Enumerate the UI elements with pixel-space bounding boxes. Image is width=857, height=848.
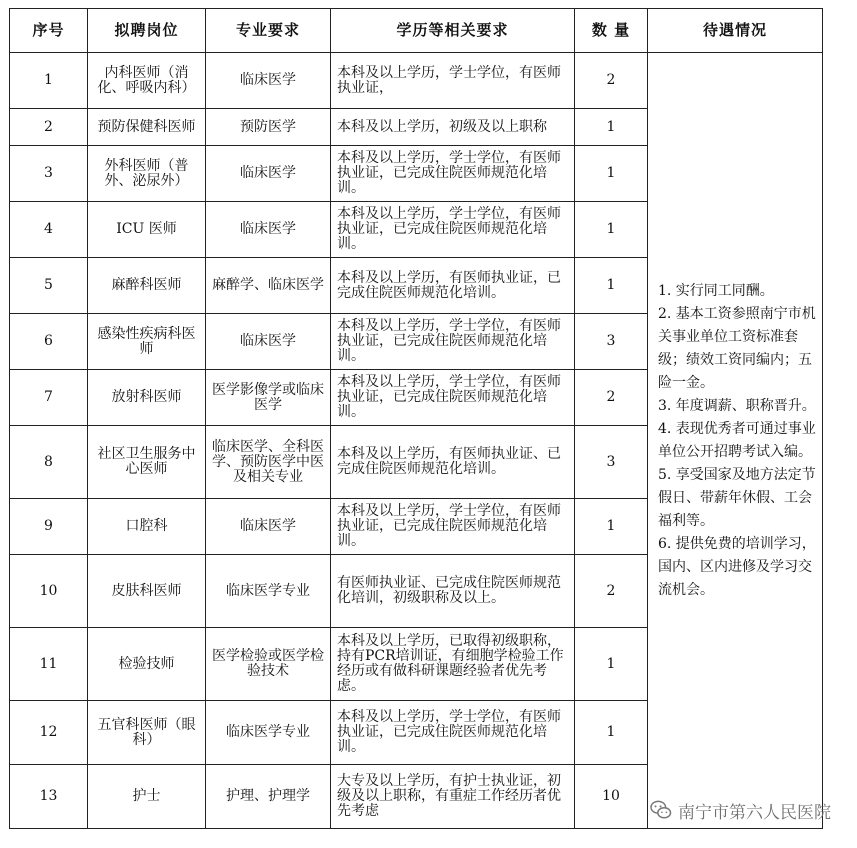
cell-count: 1 (575, 628, 648, 701)
header-major: 专业要求 (206, 9, 331, 53)
watermark-text: 南宁市第六人民医院 (678, 802, 831, 823)
cell-requirement: 本科及以上学历，有医师执业证、已完成住院医师规范化培训。 (331, 426, 575, 499)
benefit-item: 2. 基本工资参照南宁市机关事业单位工资标准套级；绩效工资同编内；五险一金。 (658, 305, 816, 391)
header-no: 序号 (10, 9, 88, 53)
benefit-item: 1. 实行同工同酬。 (658, 282, 774, 299)
cell-major: 临床医学、全科医学、预防医学中医及相关专业 (206, 426, 331, 499)
benefit-item: 6. 提供免费的培训学习，国内、区内进修及学习交流机会。 (658, 535, 816, 598)
cell-count: 1 (575, 109, 648, 146)
cell-no: 12 (10, 701, 88, 765)
cell-requirement: 大专及以上学历，有护士执业证，初级及以上职称，有重症工作经历者优先考虑 (331, 765, 575, 829)
cell-no: 6 (10, 314, 88, 370)
cell-major: 医学检验或医学检验技术 (206, 628, 331, 701)
cell-no: 13 (10, 765, 88, 829)
cell-major: 麻醉学、临床医学 (206, 258, 331, 314)
cell-post: 社区卫生服务中心医师 (88, 426, 206, 499)
cell-post: 五官科医师（眼科） (88, 701, 206, 765)
cell-post: 护士 (88, 765, 206, 829)
cell-requirement: 本科及以上学历，学士学位，有医师执业证，已完成住院医师规范化培训。 (331, 370, 575, 426)
cell-major: 预防医学 (206, 109, 331, 146)
cell-no: 7 (10, 370, 88, 426)
cell-post: 感染性疾病科医师 (88, 314, 206, 370)
cell-post: 预防保健科医师 (88, 109, 206, 146)
cell-requirement: 本科及以上学历，学士学位，有医师执业证，已完成住院医师规范化培训。 (331, 146, 575, 202)
cell-no: 10 (10, 555, 88, 628)
wechat-icon (650, 800, 672, 820)
cell-no: 5 (10, 258, 88, 314)
cell-major: 临床医学 (206, 146, 331, 202)
cell-no: 8 (10, 426, 88, 499)
cell-major: 临床医学 (206, 202, 331, 258)
cell-count: 10 (575, 765, 648, 829)
cell-major: 临床医学 (206, 53, 331, 109)
cell-count: 3 (575, 426, 648, 499)
cell-no: 4 (10, 202, 88, 258)
table-header-row (10, 9, 823, 53)
cell-count: 1 (575, 202, 648, 258)
header-post: 拟聘岗位 (88, 9, 206, 53)
cell-count: 2 (575, 555, 648, 628)
cell-requirement: 本科及以上学历，学士学位，有医师执业证，已完成住院医师规范化培训。 (331, 701, 575, 765)
cell-count: 1 (575, 258, 648, 314)
watermark (650, 796, 831, 824)
cell-requirement: 本科及以上学历，有医师执业证，已完成住院医师规范化培训。 (331, 258, 575, 314)
table-row (10, 53, 823, 109)
cell-count: 2 (575, 53, 648, 109)
header-benefits: 待遇情况 (648, 9, 823, 53)
cell-requirement: 本科及以上学历，学士学位，有医师执业证， (331, 53, 575, 109)
cell-requirement: 有医师执业证、已完成住院医师规范化培训，初级职称及以上。 (331, 555, 575, 628)
cell-major: 护理、护理学 (206, 765, 331, 829)
cell-no: 1 (10, 53, 88, 109)
recruitment-table (9, 8, 823, 829)
benefit-item: 4. 表现优秀者可通过事业单位公开招聘考试入编。 (658, 420, 816, 460)
cell-requirement: 本科及以上学历，学士学位，有医师执业证，已完成住院医师规范化培训。 (331, 202, 575, 258)
cell-no: 11 (10, 628, 88, 701)
cell-post: 麻醉科医师 (88, 258, 206, 314)
benefit-item: 3. 年度调薪、职称晋升。 (658, 397, 816, 414)
cell-requirement: 本科及以上学历，初级及以上职称 (331, 109, 575, 146)
cell-post: 外科医师（普外、泌尿外） (88, 146, 206, 202)
cell-post: ICU 医师 (88, 202, 206, 258)
cell-major: 医学影像学或临床医学 (206, 370, 331, 426)
cell-major: 临床医学专业 (206, 555, 331, 628)
cell-no: 2 (10, 109, 88, 146)
header-count: 数 量 (575, 9, 648, 53)
cell-post: 皮肤科医师 (88, 555, 206, 628)
cell-requirement: 本科及以上学历，已取得初级职称，持有PCR培训证，有细胞学检验工作经历或有做科研课题经验者优先考虑。 (331, 628, 575, 701)
benefit-item: 5. 享受国家及地方法定节假日、带薪年休假、工会福利等。 (658, 466, 816, 529)
cell-major: 临床医学专业 (206, 701, 331, 765)
cell-post: 口腔科 (88, 499, 206, 555)
cell-requirement: 本科及以上学历，学士学位，有医师执业证，已完成住院医师规范化培训。 (331, 314, 575, 370)
header-requirement: 学历等相关要求 (331, 9, 575, 53)
cell-count: 3 (575, 314, 648, 370)
cell-post: 内科医师（消化、呼吸内科） (88, 53, 206, 109)
cell-post: 放射科医师 (88, 370, 206, 426)
cell-no: 9 (10, 499, 88, 555)
cell-major: 临床医学 (206, 314, 331, 370)
cell-requirement: 本科及以上学历，学士学位，有医师执业证，已完成住院医师规范化培训。 (331, 499, 575, 555)
cell-count: 2 (575, 370, 648, 426)
cell-count: 1 (575, 701, 648, 765)
benefits-cell (648, 53, 823, 829)
cell-post: 检验技师 (88, 628, 206, 701)
cell-count: 1 (575, 146, 648, 202)
cell-no: 3 (10, 146, 88, 202)
cell-major: 临床医学 (206, 499, 331, 555)
cell-count: 1 (575, 499, 648, 555)
